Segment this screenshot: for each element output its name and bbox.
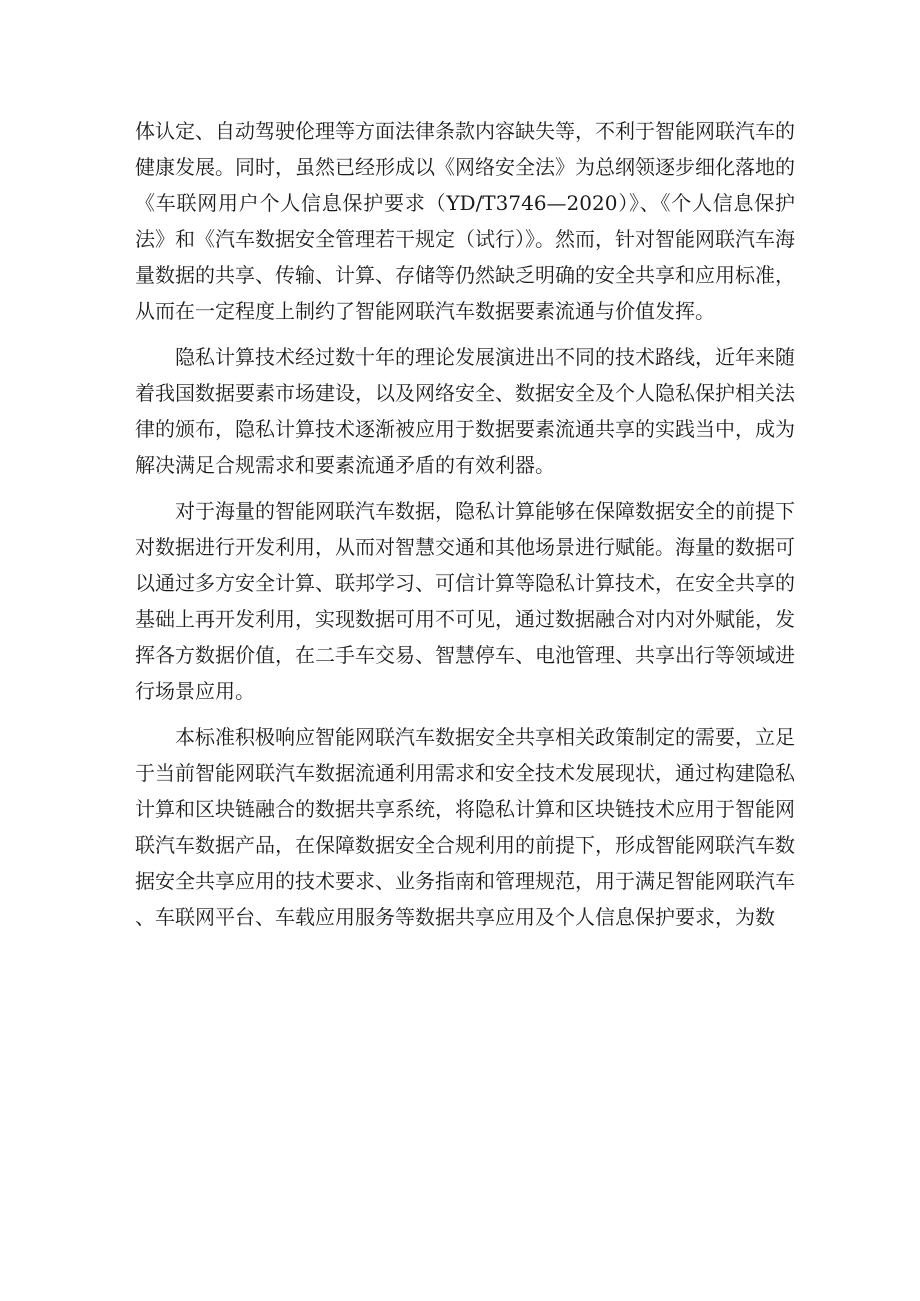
paragraph-vehicle-data: 对于海量的智能网联汽车数据，隐私计算能够在保障数据安全的前提下对数据进行开发利用，从而对智慧交通和其他场景进行赋能。海量的数据可以通过多方安全计算、联邦学习、可信计算等隐私计算技术，在安全共享的基础上再开发利用，实现数据可用不可见，通过数据融合对内对外赋能，发挥各方数据价值，在二手车交易、智慧停车、电池管理、共享出行等领域进行场景应用。 [135, 499, 795, 703]
paragraph-standard-purpose: 本标准积极响应智能网联汽车数据安全共享相关政策制定的需要，立足于当前智能网联汽车数据流通利用需求和安全技术发展现状，通过构建隐私计算和区块链融合的数据共享系统，将隐私计算和区块链技术应用于智能网联汽车数据产品，在保障数据安全合规利用的前提下，形成智能网联汽车数据安全共享应用的技术要求、业务指南和管理规范，用于满足智能网联汽车、车联网平台、车载应用服务等数据共享应用及个人信息保护要求，为数 [135, 725, 795, 929]
paragraph-continued: 体认定、自动驾驶伦理等方面法律条款内容缺失等，不利于智能网联汽车的健康发展。同时，虽然已经形成以《网络安全法》为总纲领逐步细化落地的《车联网用户个人信息保护要求（YD/T3746—2020）》、《个人信息保护法》和《汽车数据安全管理若干规定（试行）》。然而，针对智能网联汽车海量数据的共享、传输、计算、存储等仍然缺乏明确的安全共享和应用标准，从而在一定程度上制约了智能网联汽车数据要素流通与价值发挥。 [135, 119, 795, 323]
document-body [135, 113, 795, 945]
paragraph-privacy-computing: 隐私计算技术经过数十年的理论发展演进出不同的技术路线，近年来随着我国数据要素市场建设，以及网络安全、数据安全及个人隐私保护相关法律的颁布，隐私计算技术逐渐被应用于数据要素流通共享的实践当中，成为解决满足合规需求和要素流通矛盾的有效利器。 [135, 345, 795, 477]
